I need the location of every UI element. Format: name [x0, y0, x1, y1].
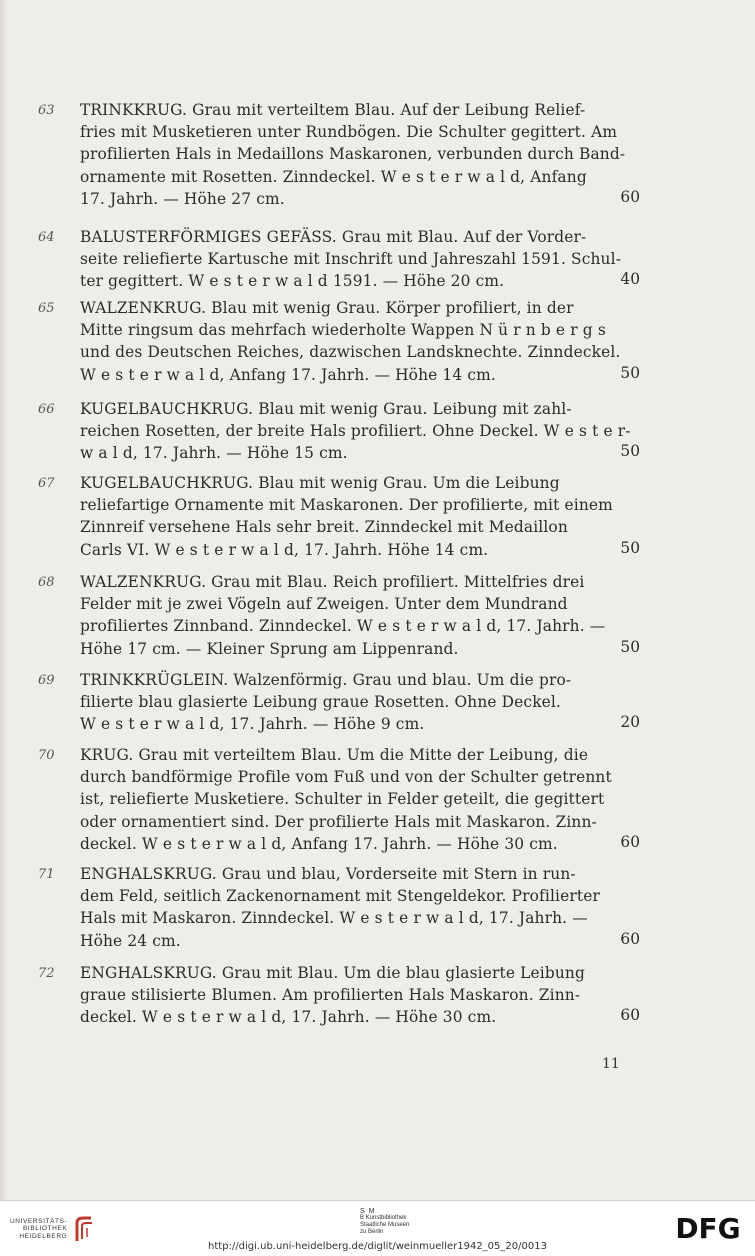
entry-line: dem Feld, seitlich Zackenornament mit Stengeldekor. Profilierter — [80, 887, 600, 906]
entry-number: 65 — [38, 301, 55, 316]
entry-line: KUGELBAUCHKRUG. Blau mit wenig Grau. Um die Leibung — [80, 474, 560, 492]
library-stamp: S M B Kunstbibliothek Staatliche Museen zu Berlin — [360, 1208, 410, 1235]
entry-line: Hals mit Maskaron. Zinndeckel. W e s t e r w a l d, 17. Jahrh. — — [80, 909, 588, 928]
entry-line: Höhe 17 cm. — Kleiner Sprung am Lippenrand. — [80, 639, 459, 658]
entry-price: 60 — [620, 832, 640, 851]
catalog-entry — [38, 669, 640, 736]
entry-line: Mitte ringsum das mehrfach wiederholte Wappen N ü r n b e r g s — [80, 321, 606, 340]
entry-line: durch bandförmige Profile vom Fuß und von der Schulter getrennt — [80, 768, 612, 787]
entry-number: 66 — [38, 402, 55, 417]
entry-price: 20 — [620, 713, 640, 732]
entry-line: TRINKKRUG. Grau mit verteiltem Blau. Auf der Leibung Relief- — [80, 101, 586, 119]
entry-price: 50 — [620, 538, 640, 557]
entry-line: ornamente mit Rosetten. Zinndeckel. W e s t e r w a l d, Anfang — [80, 167, 587, 186]
entry-line: W e s t e r w a l d, Anfang 17. Jahrh. — Höhe 14 cm. — [80, 365, 496, 384]
entry-line: deckel. W e s t e r w a l d, 17. Jahrh. — Höhe 30 cm. — [80, 1008, 497, 1027]
entry-line: reliefartige Ornamente mit Maskaronen. Der profilierte, mit einem — [80, 496, 613, 515]
university-library-logo — [10, 1215, 95, 1243]
entry-line: ENGHALSKRUG. Grau mit Blau. Um die blau glasierte Leibung — [80, 964, 585, 982]
entry-line: Carls VI. W e s t e r w a l d, 17. Jahrh. Höhe 14 cm. — [80, 540, 489, 559]
entry-line: reichen Rosetten, der breite Hals profiliert. Ohne Deckel. W e s t e r- — [80, 422, 631, 441]
entry-price: 50 — [620, 442, 640, 461]
entry-line: Höhe 24 cm. — [80, 931, 181, 950]
entry-line: deckel. W e s t e r w a l d, Anfang 17. Jahrh. — Höhe 30 cm. — [80, 834, 558, 853]
catalog-entry — [38, 297, 640, 386]
entry-line: W e s t e r w a l d, 17. Jahrh. — Höhe 9 cm. — [80, 715, 425, 734]
catalog-entry — [38, 571, 640, 660]
entry-price: 50 — [620, 637, 640, 656]
entry-number: 63 — [38, 103, 55, 118]
entry-line: und des Deutschen Reiches, dazwischen Landsknechte. Zinndeckel. — [80, 343, 621, 362]
entry-line: KUGELBAUCHKRUG. Blau mit wenig Grau. Leibung mit zahl- — [80, 400, 572, 418]
catalog-entry — [38, 398, 640, 465]
entry-line: Zinnreif versehene Hals sehr breit. Zinndeckel mit Medaillon — [80, 518, 568, 537]
entry-price: 60 — [620, 187, 640, 206]
page-binding-shadow — [0, 0, 8, 1200]
entry-line: seite reliefierte Kartusche mit Inschrift und Jahreszahl 1591. Schul- — [80, 250, 622, 269]
entry-line: KRUG. Grau mit verteiltem Blau. Um die Mitte der Leibung, die — [80, 746, 589, 764]
catalog-entry — [38, 863, 640, 952]
entry-line: ENGHALSKRUG. Grau und blau, Vorderseite mit Stern in run- — [80, 865, 576, 883]
entry-price: 40 — [620, 270, 640, 289]
entry-line: oder ornamentiert sind. Der profilierte Hals mit Maskaron. Zinn- — [80, 812, 597, 831]
entry-number: 67 — [38, 476, 55, 491]
source-url[interactable]: http://digi.ub.uni-heidelberg.de/diglit/weinmueller1942_05_20/0013 — [208, 1241, 547, 1252]
entry-line: TRINKKRÜGLEIN. Walzenförmig. Grau und blau. Um die pro- — [80, 671, 572, 689]
entry-number: 70 — [38, 748, 55, 763]
catalog-entry — [38, 962, 640, 1029]
heidelberg-emblem-icon — [73, 1215, 95, 1243]
entry-number: 68 — [38, 575, 55, 590]
dfg-logo-icon — [672, 1213, 744, 1241]
entry-price: 60 — [620, 929, 640, 948]
entry-line: w a l d, 17. Jahrh. — Höhe 15 cm. — [80, 444, 348, 463]
page-number: 11 — [602, 1056, 620, 1072]
entry-number: 71 — [38, 867, 55, 882]
digitization-footer — [0, 1200, 755, 1256]
entry-line: ist, reliefierte Musketiere. Schulter in Felder geteilt, die gegittert — [80, 790, 605, 809]
entry-line: ter gegittert. W e s t e r w a l d 1591. — Höhe 20 cm. — [80, 272, 505, 291]
catalog-entry — [38, 99, 640, 210]
entry-price: 60 — [620, 1006, 640, 1025]
catalog-entry — [38, 744, 640, 855]
entry-number: 69 — [38, 673, 55, 688]
entry-line: BALUSTERFÖRMIGES GEFÄSS. Grau mit Blau. Auf der Vorder- — [80, 228, 587, 246]
catalog-entry — [38, 226, 640, 293]
entry-line: graue stilisierte Blumen. Am profilierten Hals Maskaron. Zinn- — [80, 986, 581, 1005]
entry-line: 17. Jahrh. — Höhe 27 cm. — [80, 189, 285, 208]
dfg-logo-text: DFG — [675, 1213, 741, 1241]
entry-line: Felder mit je zwei Vögeln auf Zweigen. Unter dem Mundrand — [80, 595, 568, 614]
catalog-entry — [38, 472, 640, 561]
entry-line: fries mit Musketieren unter Rundbögen. Die Schulter gegittert. Am — [80, 123, 618, 142]
entry-price: 50 — [620, 363, 640, 382]
entry-line: WALZENKRUG. Grau mit Blau. Reich profiliert. Mittelfries drei — [80, 573, 585, 591]
entry-line: WALZENKRUG. Blau mit wenig Grau. Körper profiliert, in der — [80, 299, 574, 317]
entry-number: 64 — [38, 230, 55, 245]
entry-line: filierte blau glasierte Leibung graue Rosetten. Ohne Deckel. — [80, 693, 562, 712]
university-library-name: UNIVERSITÄTS- BIBLIOTHEK HEIDELBERG — [10, 1217, 68, 1240]
entry-line: profilierten Hals in Medaillons Maskaronen, verbunden durch Band- — [80, 145, 626, 164]
entry-number: 72 — [38, 966, 55, 981]
entry-line: profiliertes Zinnband. Zinndeckel. W e s t e r w a l d, 17. Jahrh. — — [80, 617, 606, 636]
